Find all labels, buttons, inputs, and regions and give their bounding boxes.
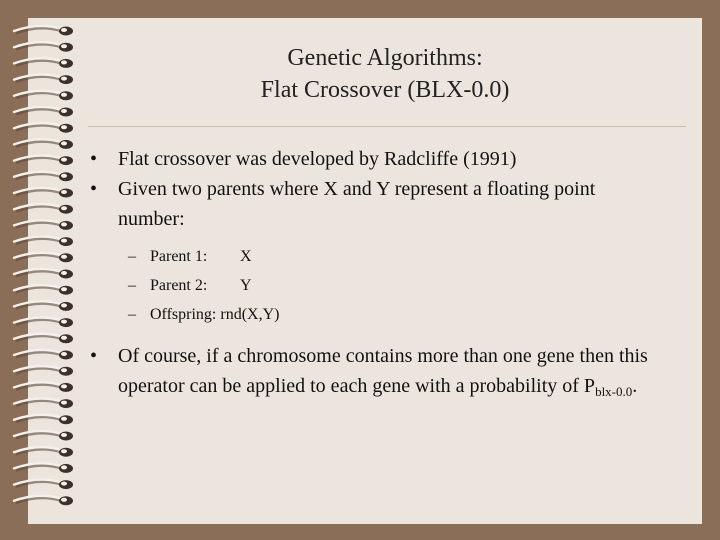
- bullet-item: [86, 341, 678, 407]
- sub-bullet-value: X: [240, 248, 252, 265]
- binding-ring: [14, 253, 73, 263]
- binding-ring: [14, 431, 73, 441]
- slide-body: [86, 144, 696, 407]
- bullet-item: [86, 174, 658, 234]
- sub-bullet-item: [86, 271, 696, 300]
- sub-bullet-value: Y: [240, 277, 252, 294]
- slide-title: [90, 42, 680, 106]
- binding-ring: [14, 399, 73, 409]
- binding-ring: [14, 220, 73, 230]
- binding-ring: [14, 156, 73, 166]
- binding-ring: [14, 447, 73, 457]
- binding-ring: [14, 237, 73, 247]
- sub-bullet-item: [86, 242, 696, 271]
- binding-ring: [14, 188, 73, 198]
- binding-ring: [14, 75, 73, 85]
- bullet-suffix: .: [632, 375, 638, 397]
- sub-bullet-label: Offspring:: [150, 306, 217, 323]
- binding-ring: [14, 107, 73, 117]
- bullet-item: [86, 144, 696, 174]
- sub-bullet-label: Parent 2:: [150, 277, 208, 294]
- binding-ring: [14, 204, 73, 214]
- bullet-text: Given two parents where X and Y represent a floating point number:: [118, 178, 596, 230]
- binding-ring: [14, 382, 73, 392]
- bullet-marker: •: [90, 178, 98, 200]
- sub-bullet-value: rnd(X,Y): [220, 306, 280, 323]
- binding-ring: [14, 58, 73, 68]
- title-line-1: Genetic Algorithms:: [287, 45, 483, 71]
- binding-ring: [14, 301, 73, 311]
- binding-ring: [14, 366, 73, 376]
- title-line-2: Flat Crossover (BLX-0.0): [260, 77, 510, 103]
- bullet-marker: •: [90, 345, 98, 367]
- binding-ring: [14, 463, 73, 473]
- bullet-marker: •: [90, 148, 98, 170]
- binding-ring: [14, 172, 73, 182]
- binding-ring: [14, 334, 73, 344]
- binding-ring: [14, 496, 73, 506]
- sub-bullet-list: [86, 242, 696, 329]
- binding-ring: [14, 26, 73, 36]
- bullet-text: Of course, if a chromosome contains more than one gene then this operator can be applied to each gene with a probability of P: [118, 345, 648, 397]
- spiral-binding: [0, 0, 90, 540]
- binding-ring: [14, 285, 73, 295]
- binding-ring: [14, 91, 73, 101]
- dash-marker: –: [128, 306, 136, 323]
- dash-marker: –: [128, 277, 136, 294]
- binding-ring: [14, 269, 73, 279]
- binding-ring: [14, 123, 73, 133]
- binding-ring: [14, 42, 73, 52]
- binding-ring: [14, 318, 73, 328]
- dash-marker: –: [128, 248, 136, 265]
- sub-bullet-label: Parent 1:: [150, 248, 208, 265]
- binding-ring: [14, 415, 73, 425]
- subscript-text: blx-0.0: [595, 384, 633, 399]
- binding-ring: [14, 350, 73, 360]
- sub-bullet-item: [86, 300, 696, 329]
- title-divider: [88, 126, 686, 127]
- bullet-text: Flat crossover was developed by Radcliffe (1991): [118, 148, 517, 170]
- binding-ring: [14, 139, 73, 149]
- binding-ring: [14, 480, 73, 490]
